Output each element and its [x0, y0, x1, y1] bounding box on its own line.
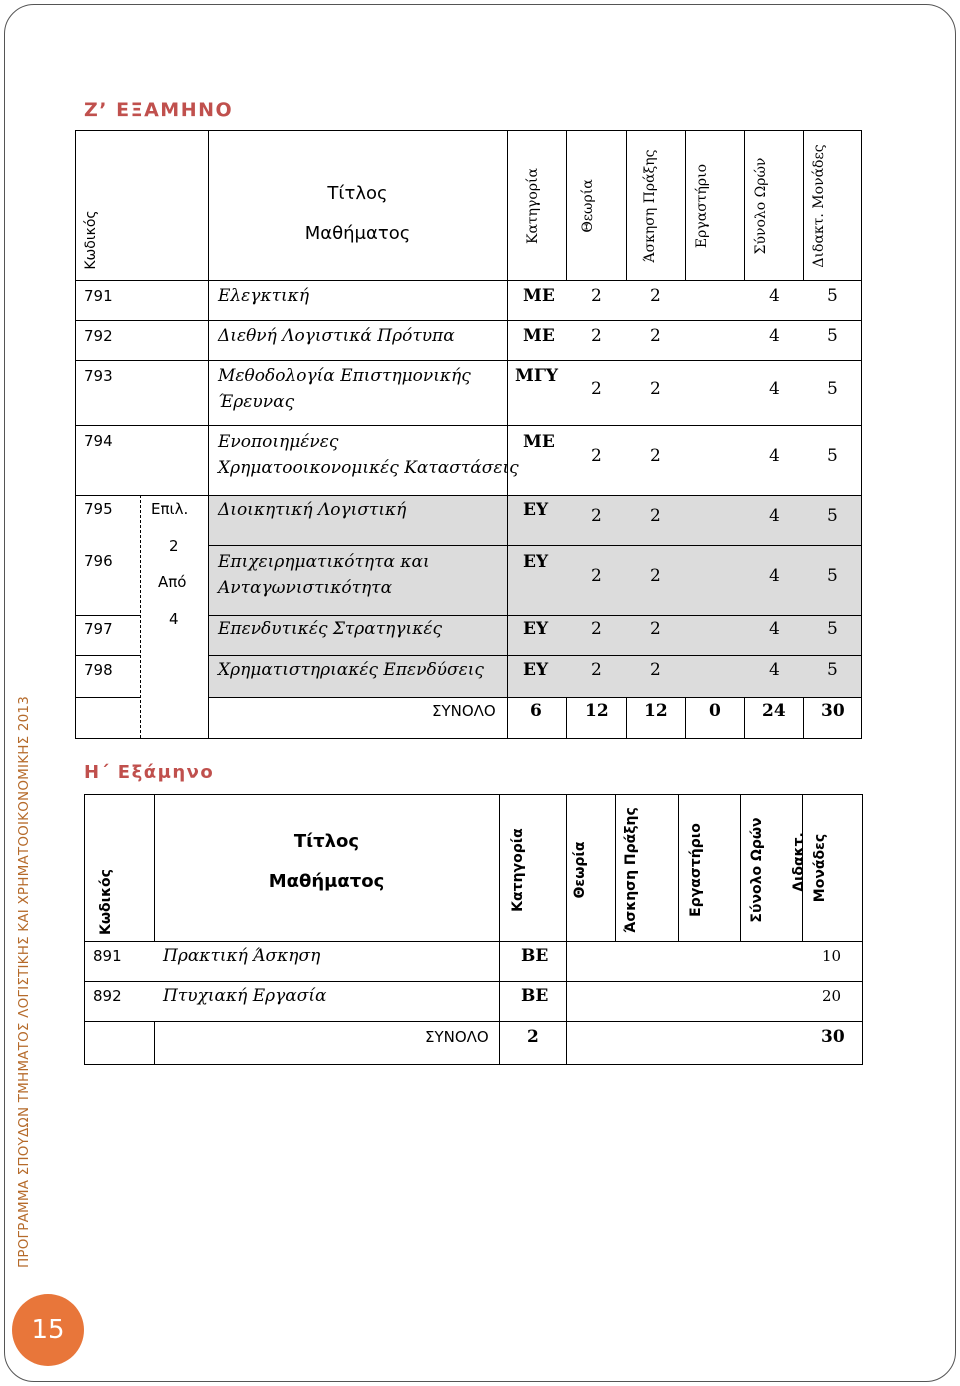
row-total: 4 — [769, 566, 780, 586]
row-code: 793 — [84, 367, 113, 385]
row-units: 5 — [827, 660, 838, 680]
s8-header-lab: Εργαστήριο — [688, 823, 704, 917]
s8-total-units: 30 — [821, 1027, 845, 1047]
header-code: Κωδικός — [83, 210, 99, 270]
total-lab: 0 — [709, 701, 721, 721]
s8-row-code: 892 — [93, 987, 122, 1005]
row-units: 5 — [827, 286, 838, 306]
s8-total-category: 2 — [527, 1027, 539, 1047]
row-title: Διεθνή Λογιστικά Πρότυπα — [218, 326, 455, 346]
row-title-line1: Επιχειρηματικότητα και — [218, 552, 430, 572]
row-category: ΜΕ — [523, 286, 555, 306]
s8-row-units: 20 — [822, 987, 842, 1005]
header-practice: Άσκηση Πράξης — [642, 149, 658, 263]
row-units: 5 — [827, 446, 838, 466]
row-total: 4 — [769, 660, 780, 680]
row-theory: 2 — [591, 446, 602, 466]
row-practice: 2 — [650, 660, 661, 680]
row-practice: 2 — [650, 446, 661, 466]
row-practice: 2 — [650, 286, 661, 306]
row-practice: 2 — [650, 566, 661, 586]
header-title-line1: Τίτλος — [327, 183, 388, 204]
row-theory: 2 — [591, 506, 602, 526]
row-code: 796 — [84, 552, 113, 570]
row-units: 5 — [827, 566, 838, 586]
row-total: 4 — [769, 446, 780, 466]
row-code: 795 — [84, 500, 113, 518]
s8-header-title-line1: Τίτλος — [293, 831, 360, 852]
row-category: ΕΥ — [523, 552, 549, 572]
row-title-line2: Χρηματοοικονομικές Καταστάσεις — [218, 458, 519, 478]
header-ects: Διδακτ. Μονάδες — [811, 144, 827, 268]
row-title-line2: Ανταγωνιστικότητα — [218, 578, 393, 598]
row-title-line2: Έρευνας — [218, 392, 295, 412]
s8-total-label: ΣΥΝΟΛΟ — [425, 1028, 489, 1046]
total-label: ΣΥΝΟΛΟ — [432, 702, 496, 720]
total-units: 30 — [821, 701, 845, 721]
s8-row-category: ΒΕ — [521, 946, 549, 966]
row-category: ΜΕ — [523, 432, 555, 452]
row-category: ΜΓΥ — [515, 366, 559, 386]
row-units: 5 — [827, 619, 838, 639]
s8-header-title-line2: Μαθήματος — [268, 871, 385, 892]
row-category: ΜΕ — [523, 326, 555, 346]
row-total: 4 — [769, 326, 780, 346]
page-number: 15 — [12, 1294, 84, 1366]
semester8-title: Η΄ Εξάμηνο — [84, 762, 215, 783]
total-theory: 12 — [585, 701, 609, 721]
header-total-hours: Σύνολο Ωρών — [753, 157, 769, 255]
s8-row-title: Πτυχιακή Εργασία — [163, 986, 327, 1006]
row-units: 5 — [827, 326, 838, 346]
s8-header-category: Κατηγορία — [510, 828, 526, 912]
row-units: 5 — [827, 506, 838, 526]
semester7-title: Ζ’ ΕΞΑΜΗΝΟ — [84, 99, 234, 121]
elective-note-line2: 2 — [169, 537, 179, 555]
row-practice: 2 — [650, 379, 661, 399]
row-theory: 2 — [591, 566, 602, 586]
row-category: ΕΥ — [523, 619, 549, 639]
row-code: 797 — [84, 620, 113, 638]
header-category: Κατηγορία — [525, 168, 541, 245]
s8-header-practice: Άσκηση Πράξης — [623, 807, 639, 933]
s8-row-units: 10 — [822, 947, 842, 965]
row-title: Διοικητική Λογιστική — [218, 500, 407, 520]
row-code: 794 — [84, 432, 113, 450]
row-theory: 2 — [591, 286, 602, 306]
s8-header-theory: Θεωρία — [572, 841, 588, 899]
row-category: ΕΥ — [523, 500, 549, 520]
row-total: 4 — [769, 619, 780, 639]
row-practice: 2 — [650, 326, 661, 346]
row-practice: 2 — [650, 619, 661, 639]
row-category: ΕΥ — [523, 660, 549, 680]
s8-header-ects-line2: Μονάδες — [812, 833, 828, 903]
row-total: 4 — [769, 379, 780, 399]
header-theory: Θεωρία — [580, 179, 596, 233]
row-theory: 2 — [591, 379, 602, 399]
row-theory: 2 — [591, 660, 602, 680]
row-units: 5 — [827, 379, 838, 399]
total-category: 6 — [530, 701, 542, 721]
side-running-title: ΠΡΟΓΡΑΜΜΑ ΣΠΟΥΔΩΝ ΤΜΗΜΑΤΟΣ ΛΟΓΙΣΤΙΚΗΣ ΚΑΙ ΧΡΗΜΑΤΟΟΙΚΟΝΟΜΙΚΗΣ 2013 — [16, 696, 32, 1268]
row-total: 4 — [769, 286, 780, 306]
s8-header-total-hours: Σύνολο Ωρών — [749, 817, 765, 923]
s8-header-code: Κωδικός — [98, 869, 114, 935]
s8-row-code: 891 — [93, 947, 122, 965]
total-practice: 12 — [644, 701, 668, 721]
row-practice: 2 — [650, 506, 661, 526]
row-code: 792 — [84, 327, 113, 345]
row-title-line1: Ενοποιημένες — [218, 432, 339, 452]
s8-row-category: ΒΕ — [521, 986, 549, 1006]
row-title-line1: Μεθοδολογία Επιστημονικής — [218, 366, 471, 386]
row-title: Χρηματιστηριακές Επενδύσεις — [218, 660, 484, 680]
s8-header-ects-line1: Διδακτ. — [791, 832, 807, 892]
total-hours: 24 — [762, 701, 786, 721]
row-code: 791 — [84, 287, 113, 305]
s8-row-title: Πρακτική Άσκηση — [163, 946, 321, 966]
row-total: 4 — [769, 506, 780, 526]
row-theory: 2 — [591, 619, 602, 639]
row-theory: 2 — [591, 326, 602, 346]
row-title: Επενδυτικές Στρατηγικές — [218, 619, 442, 639]
elective-note-line1: Επιλ. — [151, 500, 189, 518]
row-code: 798 — [84, 661, 113, 679]
row-title: Ελεγκτική — [218, 286, 310, 306]
header-lab: Εργαστήριο — [694, 163, 710, 249]
header-title-line2: Μαθήματος — [304, 223, 411, 244]
elective-note-line3: Από — [158, 573, 187, 591]
elective-note-line4: 4 — [169, 610, 179, 628]
